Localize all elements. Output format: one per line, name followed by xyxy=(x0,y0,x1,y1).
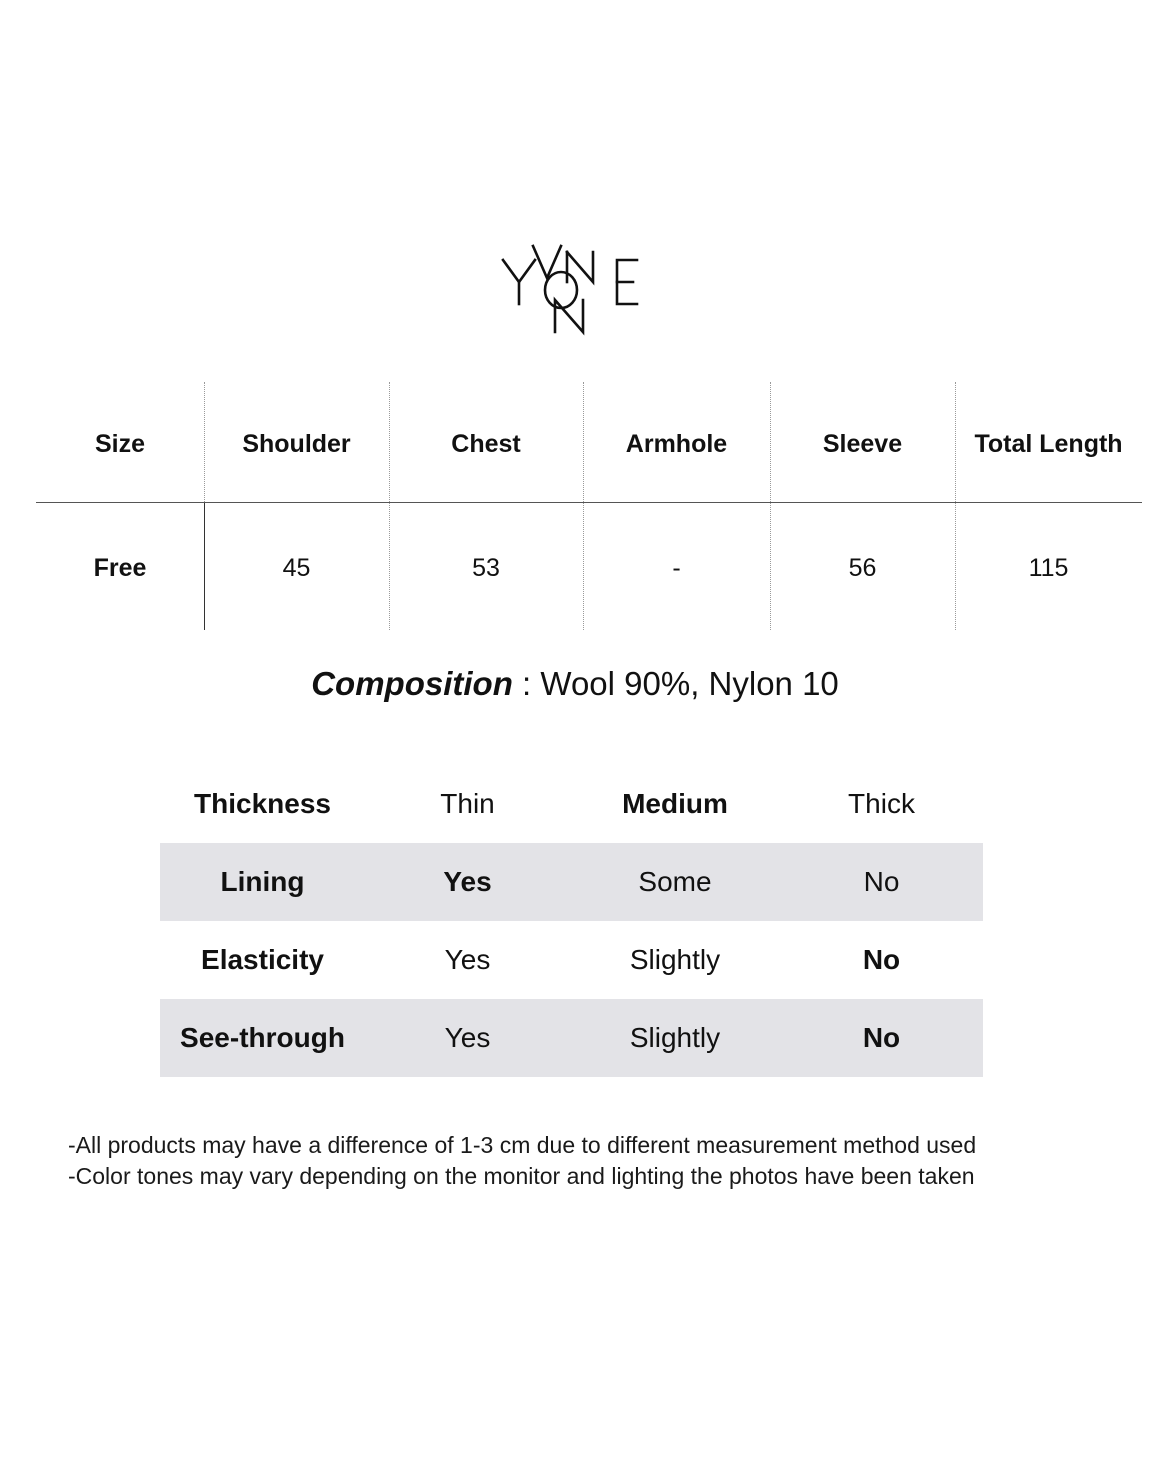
attribute-option-selected: No xyxy=(862,1022,901,1053)
disclaimer-notes xyxy=(68,1130,1148,1192)
attribute-row-see-through xyxy=(160,999,983,1077)
note-color: -Color tones may vary depending on the monitor and lighting the photos have been taken xyxy=(68,1163,975,1189)
attribute-label: Thickness xyxy=(194,788,331,819)
cell-size: Free xyxy=(93,554,147,582)
attribute-row-lining xyxy=(160,843,983,921)
column-divider xyxy=(770,382,771,630)
size-table xyxy=(36,382,1142,632)
header-chest: Chest xyxy=(451,430,521,458)
cell-shoulder: 45 xyxy=(282,554,311,582)
header-shoulder: Shoulder xyxy=(242,430,351,458)
attribute-label: Elasticity xyxy=(201,944,324,975)
attribute-option: Some xyxy=(638,866,712,897)
attribute-option-selected: Yes xyxy=(443,866,492,897)
attribute-row-elasticity xyxy=(160,921,983,999)
attribute-label: Lining xyxy=(220,866,305,897)
composition-separator: : xyxy=(512,665,541,702)
composition-line xyxy=(0,662,1150,706)
brand-logo xyxy=(495,238,655,338)
header-armhole: Armhole xyxy=(625,430,728,458)
attribute-option: Thin xyxy=(440,788,495,819)
header-divider xyxy=(36,502,1142,503)
attribute-option: Thick xyxy=(848,788,915,819)
attribute-option-selected: Medium xyxy=(622,788,728,819)
cell-sleeve: 56 xyxy=(848,554,877,582)
column-divider xyxy=(955,382,956,630)
note-measurement: -All products may have a difference of 1-3 cm due to different measurement method used xyxy=(68,1132,977,1158)
header-total-length: Total Length xyxy=(974,430,1123,458)
attribute-option: Yes xyxy=(444,1022,491,1053)
cell-total-length: 115 xyxy=(1028,554,1069,582)
cell-armhole: - xyxy=(672,554,681,582)
column-divider xyxy=(583,382,584,630)
brand-logo-mark xyxy=(495,238,655,338)
cell-chest: 53 xyxy=(472,554,500,582)
attributes-table xyxy=(160,765,983,1077)
header-size: Size xyxy=(94,430,146,458)
attribute-option: Yes xyxy=(444,944,491,975)
attribute-option: Slightly xyxy=(629,1022,721,1053)
attribute-option: No xyxy=(863,866,900,897)
composition-label: Composition xyxy=(311,665,513,702)
header-sleeve: Sleeve xyxy=(822,430,903,458)
attribute-option-selected: No xyxy=(862,944,901,975)
composition-value: Wool 90%, Nylon 10 xyxy=(540,665,839,702)
attribute-label: See-through xyxy=(180,1022,345,1053)
attribute-option: Slightly xyxy=(629,944,721,975)
column-divider xyxy=(389,382,390,630)
attribute-row-thickness xyxy=(160,765,983,843)
